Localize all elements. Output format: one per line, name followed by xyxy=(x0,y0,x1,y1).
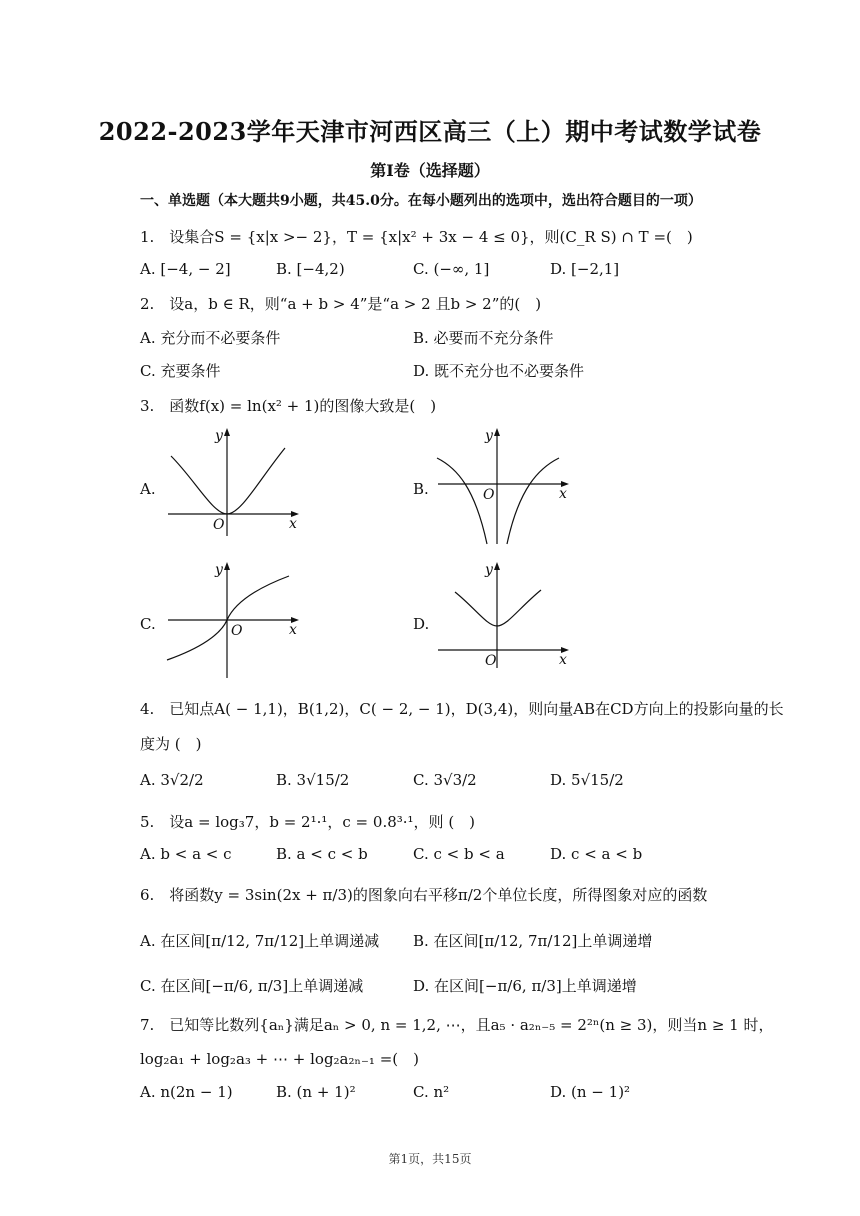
graph-a-y-label: y xyxy=(215,428,223,444)
question-7-option-c: C. n² xyxy=(413,1083,450,1101)
question-4-option-c: C. 3√3/2 xyxy=(413,771,477,789)
question-1-option-d: D. [−2,1] xyxy=(550,260,620,278)
question-6-option-a: A. 在区间[π/12, 7π/12]上单调递减 xyxy=(140,932,380,950)
question-4-option-a: A. 3√2/2 xyxy=(140,771,204,789)
graph-c xyxy=(165,562,305,680)
graph-c-y-label: y xyxy=(215,562,223,578)
graph-d-y-label: y xyxy=(485,562,493,578)
graph-a xyxy=(165,428,305,538)
question-1-option-a: A. [−4, − 2] xyxy=(140,260,231,278)
question-4-option-b: B. 3√15/2 xyxy=(276,771,350,789)
question-4-stem: 4. 已知点A( − 1,1)，B(1,2)，C( − 2, − 1)，D(3,4)，则向量AB在CD方向上的投影向量的长 xyxy=(140,700,784,718)
question-7-stem-continued: log₂a₁ + log₂a₃ + ⋯ + log₂a₂ₙ₋₁ =( ) xyxy=(140,1050,419,1068)
question-2-option-d: D. 既不充分也不必要条件 xyxy=(413,362,585,380)
question-6-option-b: B. 在区间[π/12, 7π/12]上单调递增 xyxy=(413,932,653,950)
question-7-option-a: A. n(2n − 1) xyxy=(140,1083,233,1101)
graph-d xyxy=(435,562,575,672)
page-footer: 第1页，共15页 xyxy=(388,1152,472,1166)
question-2-stem: 2. 设a，b ∈ R，则“a + b > 4”是“a > 2 且b > 2”的( ) xyxy=(140,295,542,313)
question-3-option-d: D. xyxy=(413,615,430,633)
question-6-option-d: D. 在区间[−π/6, π/3]上单调递增 xyxy=(413,977,637,995)
question-5-option-a: A. b < a < c xyxy=(140,845,232,863)
section-heading: 一、单选题（本大题共9小题，共45.0分。在每小题列出的选项中，选出符合题目的一项） xyxy=(140,193,702,209)
question-5-option-d: D. c < a < b xyxy=(550,845,643,863)
question-5-option-c: C. c < b < a xyxy=(413,845,505,863)
question-2-option-c: C. 充要条件 xyxy=(140,362,221,380)
question-6-option-c: C. 在区间[−π/6, π/3]上单调递减 xyxy=(140,977,364,995)
question-1-stem: 1. 设集合S = {x|x >− 2}，T = {x|x² + 3x − 4 ≤ 0}，则(C_R S) ∩ T =( ) xyxy=(140,228,693,246)
question-5-option-b: B. a < c < b xyxy=(276,845,368,863)
part-title: 第Ⅰ卷（选择题） xyxy=(370,161,490,180)
graph-a-origin-label: O xyxy=(213,517,225,533)
question-7-option-d: D. (n − 1)² xyxy=(550,1083,631,1101)
question-6-stem: 6. 将函数y = 3sin(2x + π/3)的图象向右平移π/2个单位长度，所得图象对应的函数 xyxy=(140,886,708,904)
question-4-option-d: D. 5√15/2 xyxy=(550,771,624,789)
graph-b xyxy=(435,428,575,546)
graph-d-origin-label: O xyxy=(485,653,497,669)
graph-d-x-label: x xyxy=(559,652,567,668)
graph-a-x-label: x xyxy=(289,516,297,532)
question-2-option-a: A. 充分而不必要条件 xyxy=(140,329,281,347)
graph-b-x-label: x xyxy=(559,486,567,502)
page-title: 2022-2023学年天津市河西区高三（上）期中考试数学试卷 xyxy=(98,117,762,146)
question-2-option-b: B. 必要而不充分条件 xyxy=(413,329,554,347)
question-3-stem: 3. 函数f(x) = ln(x² + 1)的图像大致是( ) xyxy=(140,397,437,415)
question-5-stem: 5. 设a = log₃7，b = 2¹·¹，c = 0.8³·¹，则 ( ) xyxy=(140,813,476,831)
question-3-option-b: B. xyxy=(413,480,429,498)
graph-c-x-label: x xyxy=(289,622,297,638)
question-1-option-c: C. (−∞, 1] xyxy=(413,260,490,278)
graph-b-y-label: y xyxy=(485,428,493,444)
graph-c-origin-label: O xyxy=(231,623,243,639)
question-1-option-b: B. [−4,2) xyxy=(276,260,345,278)
question-3-option-a: A. xyxy=(140,480,156,498)
question-7-option-b: B. (n + 1)² xyxy=(276,1083,356,1101)
question-7-stem: 7. 已知等比数列{aₙ}满足aₙ > 0, n = 1,2, ⋯，且a₅ · a₂ₙ₋₅ = 2²ⁿ(n ≥ 3)，则当n ≥ 1 时， xyxy=(140,1016,774,1034)
question-3-option-c: C. xyxy=(140,615,156,633)
question-4-stem-continued: 度为 ( ) xyxy=(140,735,202,753)
graph-b-origin-label: O xyxy=(483,487,495,503)
